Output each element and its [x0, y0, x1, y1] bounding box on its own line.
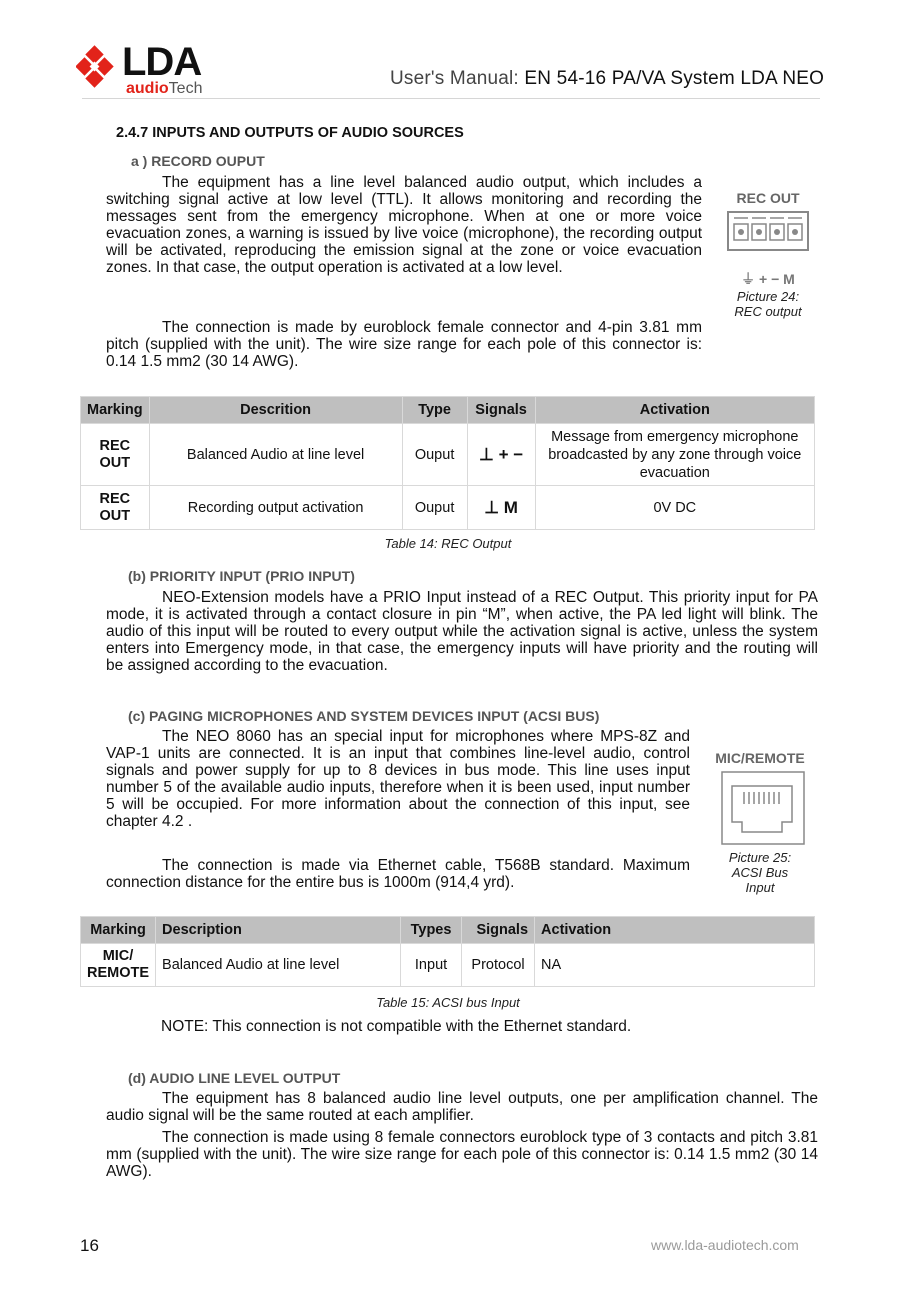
- table-header-row: [81, 917, 815, 944]
- ethernet-note: NOTE: This connection is not compatible with the Ethernet standard.: [161, 1018, 632, 1035]
- logo-sub-bold: audio: [126, 80, 169, 97]
- table-cell-marking: REC OUT: [81, 486, 150, 530]
- subsection-b-paragraph: NEO-Extension models have a PRIO Input instead of a REC Output. This priority input for PA mode, it is activated through a contact closure in pin “M”, when active, the PA led light will blink. The audio of this input will be routed to every output while the activation signal is active, unless the system enters into Emergency mode, in that case, the emergency inputs will have priority and the routing will be assigned according to the evacuation.: [106, 589, 818, 674]
- header-divider: [82, 98, 820, 99]
- figure-mic-remote-caption-2: ACSI Bus: [731, 865, 789, 880]
- table-acsi-bus-input: [80, 916, 815, 987]
- table-cell-marking: MIC/ REMOTE: [81, 944, 156, 987]
- rj45-port-icon: [708, 770, 812, 848]
- table-cell-activation: 0V DC: [535, 486, 814, 530]
- subsection-a-paragraph-2: The connection is made by euroblock female connector and 4-pin 3.81 mm pitch (supplied with the unit). The wire size range for each pole of this connector is: 0.14 1.5 mm2 (30 14 AWG).: [106, 319, 702, 370]
- table-cell-signals: ⊥ M: [467, 486, 535, 530]
- table-header-cell: Activation: [535, 397, 814, 424]
- subsection-b-heading: (b) PRIORITY INPUT (PRIO INPUT): [128, 568, 355, 584]
- table-rec-output: [80, 396, 815, 530]
- subsection-d-heading: (d) AUDIO LINE LEVEL OUTPUT: [128, 1070, 341, 1086]
- euroblock-connector-icon: [722, 206, 814, 256]
- logo-sub-light: Tech: [168, 80, 203, 97]
- table-header-cell: Types: [401, 917, 462, 944]
- table-header-cell: Activation: [535, 917, 815, 944]
- table-header-cell: Signals: [462, 917, 535, 944]
- table-cell-marking: REC OUT: [81, 424, 150, 486]
- table-header-cell: Description: [156, 917, 401, 944]
- table-14-caption: Table 14: REC Output: [384, 536, 512, 551]
- table-cell-type: Input: [401, 944, 462, 987]
- table-header-cell: Type: [402, 397, 467, 424]
- table-cell-type: Ouput: [402, 486, 467, 530]
- subsection-d-paragraph-2: The connection is made using 8 female connectors euroblock type of 3 contacts and pitch 3.81 mm (supplied with the unit). The wire size range for each pole of this connector is: 0.14 1.5 mm2 (30 14 AWG).: [106, 1129, 818, 1180]
- table-header-cell: Marking: [81, 917, 156, 944]
- header-title: [390, 68, 824, 90]
- subsection-d-paragraph-1: The equipment has 8 balanced audio line level outputs, one per amplification channel. The audio signal will be the same routed at each amplifier.: [106, 1090, 818, 1124]
- subsection-a-paragraph-1: The equipment has a line level balanced audio output, which includes a switching signal active at low level (TTL). It allows monitoring and recording the messages sent from the emergency microphone. When at one or more voice evacuation zones, a warning is issued by live voice (microphone), the recording output will be activated, reproducing the emission signal at the zone or voice evacuation zones. In that case, the output operation is activated at a low level.: [106, 174, 702, 276]
- table-header-cell: Signals: [467, 397, 535, 424]
- section-heading: 2.4.7 INPUTS AND OUTPUTS OF AUDIO SOURCES: [116, 125, 464, 141]
- table-cell-activation: NA: [535, 944, 815, 987]
- subsection-c-paragraph-1: The NEO 8060 has an special input for microphones where MPS-8Z and VAP-1 units are connected. It is an input that combines line-level audio, control signals and power supply for up to 8 devices in bus mode. This line uses input number 5 of the available audio inputs, therefore when it is been used, input number 5 will be occupied. For more information about the connection of this input, see chapter 4.2 .: [106, 728, 690, 830]
- company-logo: [76, 40, 218, 98]
- figure-rec-out-caption-2: REC output: [734, 304, 802, 319]
- table-cell-activation: Message from emergency microphone broadcasted by any zone through voice evacuation: [535, 424, 814, 486]
- figure-mic-remote-caption-1: Picture 25:: [728, 850, 792, 865]
- table-15-caption: Table 15: ACSI bus Input: [376, 995, 520, 1010]
- subsection-c-heading: (c) PAGING MICROPHONES AND SYSTEM DEVICES INPUT (ACSI BUS): [128, 708, 600, 724]
- figure-mic-remote: [708, 750, 812, 895]
- figure-rec-out: [722, 190, 814, 319]
- table-cell-signals: ⊥ + −: [467, 424, 535, 486]
- table-row: [81, 944, 815, 987]
- footer-url: www.lda-audiotech.com: [651, 1237, 799, 1253]
- figure-mic-remote-label: MIC/REMOTE: [715, 750, 805, 766]
- table-cell-description: Balanced Audio at line level: [156, 944, 401, 987]
- table-header-cell: Marking: [81, 397, 150, 424]
- table-cell-type: Ouput: [402, 424, 467, 486]
- figure-mic-remote-caption-3: Input: [745, 880, 775, 895]
- figure-rec-out-pins: ⏚ + − M: [741, 271, 795, 287]
- header-title-main: EN 54-16 PA/VA System LDA NEO: [524, 68, 825, 89]
- table-header-cell: Descrition: [149, 397, 402, 424]
- table-header-row: [81, 397, 815, 424]
- subsection-a-heading: a ) RECORD OUPUT: [131, 153, 265, 169]
- subsection-c-paragraph-2: The connection is made via Ethernet cable, T568B standard. Maximum connection distance for the entire bus is 1000m (914,4 yrd).: [106, 857, 690, 891]
- table-row: [81, 486, 815, 530]
- table-cell-description: Recording output activation: [149, 486, 402, 530]
- figure-rec-out-label: REC OUT: [736, 190, 800, 206]
- logo-subtitle: [126, 80, 202, 98]
- figure-rec-out-caption-1: Picture 24:: [736, 289, 800, 304]
- header-title-prefix: User's Manual:: [390, 68, 525, 89]
- logo-wordmark: LDA: [122, 40, 202, 84]
- table-cell-description: Balanced Audio at line level: [149, 424, 402, 486]
- table-row: [81, 424, 815, 486]
- table-cell-signals: Protocol: [462, 944, 535, 987]
- page-number: 16: [80, 1236, 99, 1255]
